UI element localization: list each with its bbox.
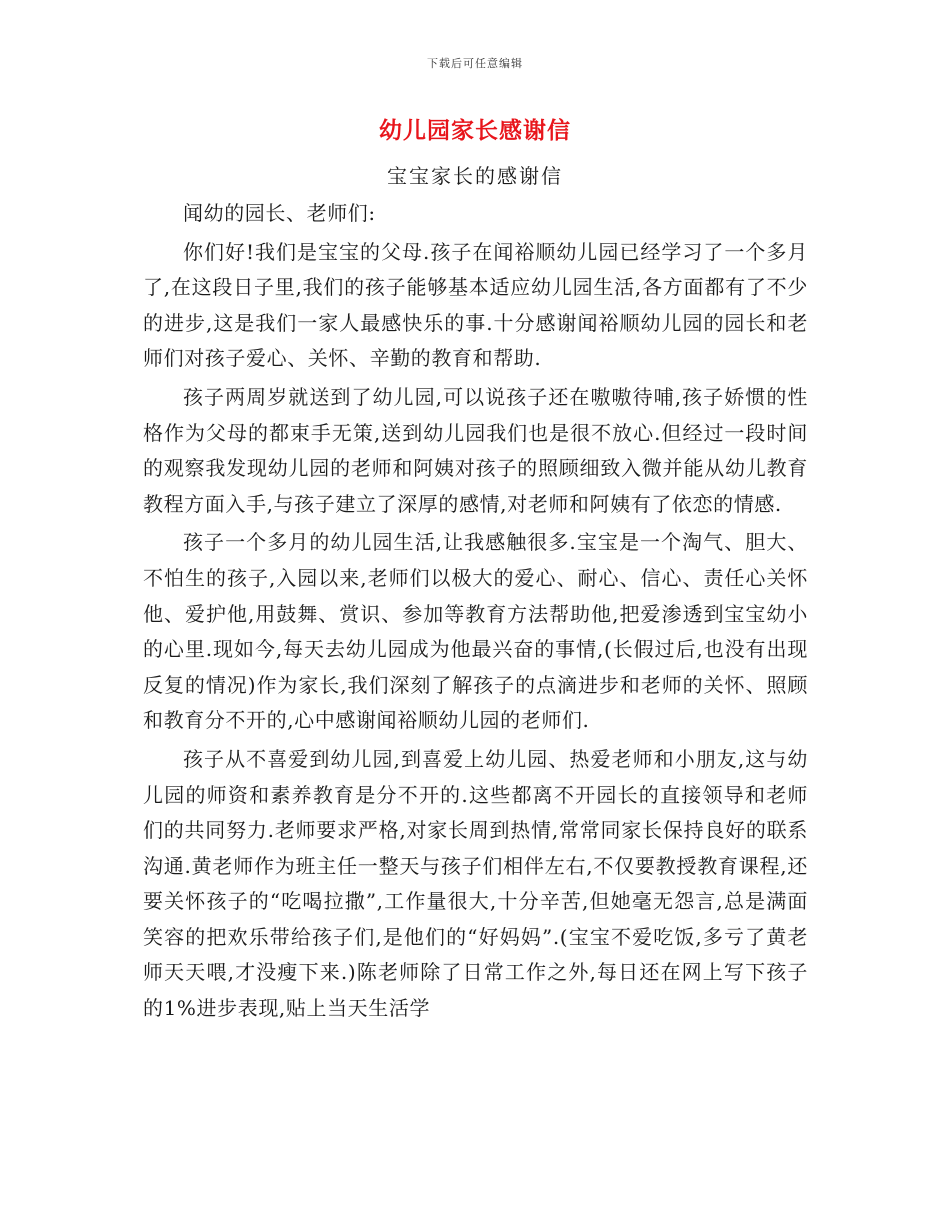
page-header: 下载后可任意编辑 <box>427 57 523 70</box>
body-paragraph: 孩子两周岁就送到了幼儿园,可以说孩子还在嗷嗷待哺,孩子娇惯的性格作为父母的都束手无策,送到幼儿园我们也是很不放心.但经过一段时间的观察我发现幼儿园的老师和阿姨对孩子的照顾细致入微并能从幼儿教育教程方面入手,与孩子建立了深厚的感情,对老师和阿姨有了依恋的情感. <box>143 384 808 516</box>
document-body <box>143 196 808 1030</box>
salutation: 闻幼的园长、老师们: <box>183 201 376 225</box>
document-subtitle: 宝宝家长的感谢信 <box>387 164 563 188</box>
body-paragraph: 孩子一个多月的幼儿园生活,让我感触很多.宝宝是一个淘气、胆大、不怕生的孩子,入园以来,老师们以极大的爱心、耐心、信心、责任心关怀他、爱护他,用鼓舞、赏识、参加等教育方法帮助他,把爱渗透到宝宝幼小的心里.现如今,每天去幼儿园成为他最兴奋的事情,(长假过后,也没有出现反复的情况)作为家长,我们深刻了解孩子的点滴进步和老师的关怀、照顾和教育分不开的,心中感谢闻裕顺幼儿园的老师们. <box>143 530 808 733</box>
body-paragraph: 你们好!我们是宝宝的父母.孩子在闻裕顺幼儿园已经学习了一个多月了,在这段日子里,我们的孩子能够基本适应幼儿园生活,各方面都有了不少的进步,这是我们一家人最感快乐的事.十分感谢闻裕顺幼儿园的园长和老师们对孩子爱心、关怀、辛勤的教育和帮助. <box>143 239 808 371</box>
body-paragraph: 孩子从不喜爱到幼儿园,到喜爱上幼儿园、热爱老师和小朋友,这与幼儿园的师资和素养教育是分不开的.这些都离不开园长的直接领导和老师们的共同努力.老师要求严格,对家长周到热情,常常同家长保持良好的联系沟通.黄老师作为班主任一整天与孩子们相伴左右,不仅要教授教育课程,还要关怀孩子的“吃喝拉撒”,工作量很大,十分辛苦,但她毫无怨言,总是满面笑容的把欢乐带给孩子们,是他们的“好妈妈”.(宝宝不爱吃饭,多亏了黄老师天天喂,才没瘦下来.)陈老师除了日常工作之外,每日还在网上写下孩子的1%进步表现,贴上当天生活学 <box>143 746 808 1021</box>
document-title: 幼儿园家长感谢信 <box>379 118 571 144</box>
